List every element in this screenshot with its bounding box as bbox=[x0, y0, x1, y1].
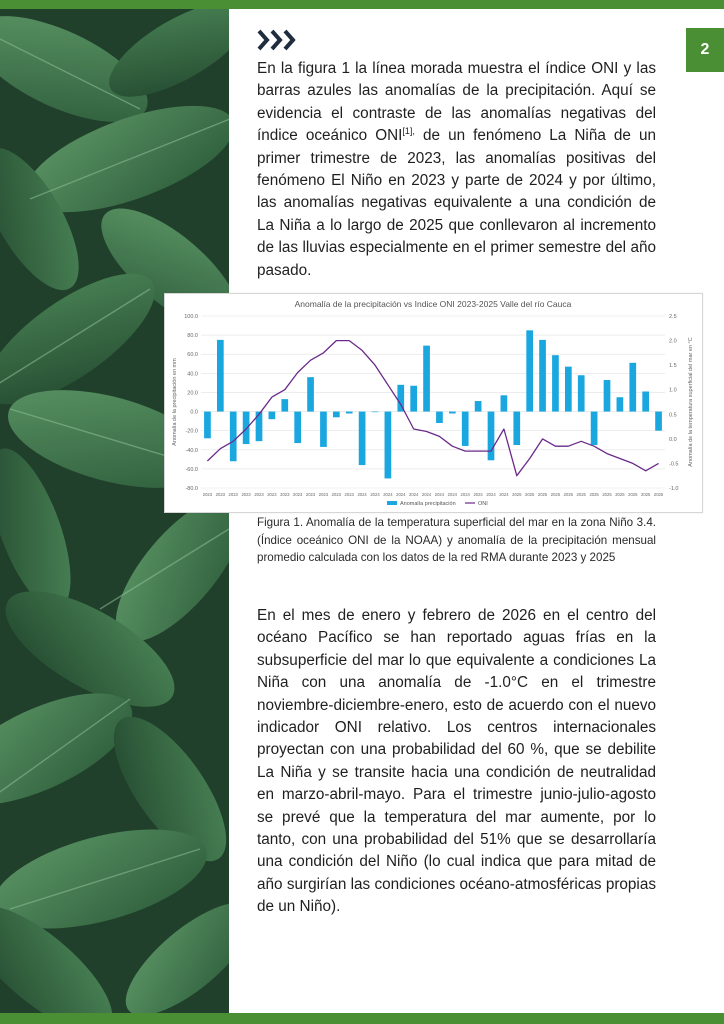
precipitation-bar bbox=[320, 412, 327, 447]
x-tick-label: 2024 bbox=[396, 492, 406, 497]
precipitation-bar bbox=[346, 412, 353, 414]
chart-legend bbox=[387, 501, 488, 507]
precipitation-bar bbox=[578, 375, 585, 411]
chart-title: Anomalía de la precipitación vs Indice ONI 2023-2025 Valle del río Cauca bbox=[294, 299, 572, 309]
x-tick-label: 2025 bbox=[602, 492, 612, 497]
legend-label-oni: ONI bbox=[478, 501, 488, 507]
x-tick-label: 2024 bbox=[434, 492, 445, 497]
x-tick-label: 2024 bbox=[357, 492, 367, 497]
precipitation-bar bbox=[230, 412, 237, 462]
precipitation-bar bbox=[629, 363, 636, 412]
page-number-badge: 2 bbox=[686, 28, 724, 72]
precipitation-bar bbox=[501, 395, 508, 411]
x-tick-label: 2025 bbox=[525, 492, 535, 497]
y-tick-label: -80.0 bbox=[185, 486, 198, 492]
precipitation-bar bbox=[385, 412, 392, 479]
x-tick-label: 2023 bbox=[215, 492, 225, 497]
x-tick-label: 2023 bbox=[318, 492, 329, 497]
precipitation-bar bbox=[475, 401, 482, 412]
y2-tick-label: 2.5 bbox=[669, 314, 677, 320]
x-tick-label: 2024 bbox=[499, 492, 509, 497]
precipitation-bar bbox=[217, 340, 224, 412]
y2-tick-label: 0.0 bbox=[669, 436, 677, 443]
x-tick-label: 2023 bbox=[280, 492, 290, 497]
intro-paragraph-text: En la figura 1 la línea morada muestra el índice ONI y las barras azules las anomalías de la precipitación. Aquí se evidencia el contraste de las anomalías negativas del índice oceánico ONI bbox=[257, 60, 656, 145]
x-tick-label: 2025 bbox=[550, 492, 561, 497]
forecast-paragraph: En el mes de enero y febrero de 2026 en el centro del océano Pacífico se han reportado aguas frías en la subsuperficie del mar lo que equivalente a condiciones La Niña con una anomalía de -1.0°C en el trimestre noviembre-diciembre-enero, esto de acuerdo con el nuevo indicador ONI relativo. Los centros internacionales proyectan con una probabilidad del 60 %, que se debilite La Niña y se transite hacia una condición de neutralidad en marzo-abril-mayo. Para el trimestre junio-julio-agosto se prevé que la temperatura del mar aumente, por lo tanto, con una probabilidad del 51% que se desarrollaría una condición del Niño (lo cual indica que para mitad de año surgirían las condiciones océano-atmosféricas propias de un Niño). bbox=[257, 607, 656, 916]
precipitation-bar bbox=[294, 412, 301, 444]
x-tick-label: 2025 bbox=[653, 492, 664, 497]
precipitation-bar bbox=[604, 380, 611, 412]
precipitation-bar bbox=[565, 367, 572, 412]
x-tick-label: 2023 bbox=[254, 492, 264, 497]
x-tick-label: 2023 bbox=[331, 492, 341, 497]
x-tick-label: 2025 bbox=[537, 492, 548, 497]
y2-tick-label: 1.0 bbox=[669, 387, 677, 394]
y2-tick-label: 1.5 bbox=[669, 363, 677, 370]
x-tick-label: 2025 bbox=[628, 492, 638, 497]
precipitation-bar bbox=[539, 340, 546, 412]
x-tick-label: 2023 bbox=[241, 492, 251, 497]
precipitation-bar bbox=[552, 355, 559, 411]
precipitation-bar bbox=[617, 397, 624, 411]
chart-y2-axis-label: Anomalía de la temperatura superficial del mar en °C bbox=[688, 337, 694, 467]
precipitation-bar bbox=[513, 412, 520, 445]
x-tick-label: 2023 bbox=[344, 492, 354, 497]
x-tick-label: 2025 bbox=[641, 492, 651, 497]
precipitation-bar bbox=[372, 412, 379, 413]
x-tick-label: 2024 bbox=[409, 492, 419, 497]
x-tick-label: 2024 bbox=[447, 492, 457, 497]
y-tick-label: 0.0 bbox=[190, 409, 198, 416]
intro-paragraph bbox=[257, 58, 656, 282]
x-tick-label: 2024 bbox=[370, 492, 380, 497]
precipitation-bar bbox=[436, 412, 443, 423]
footnote-ref: [1], bbox=[402, 126, 415, 137]
precipitation-bar bbox=[642, 391, 649, 411]
precipitation-bar bbox=[243, 412, 250, 444]
intro-paragraph-text-cont: de un fenómeno La Niña de un primer trimestre de 2023, las anomalías positivas del fenómeno El Niño en 2023 y parte de 2024 y por último, las anomalías negativas equivalente a una condición de La Niña a lo largo de 2025 que conllevaron al incremento de las lluvias especialmente en el primer semestre del año pasado. bbox=[257, 127, 657, 279]
y-tick-label: 100.0 bbox=[184, 314, 198, 320]
precipitation-bar bbox=[333, 412, 340, 418]
y-tick-label: 60.0 bbox=[187, 352, 198, 359]
precipitation-bar bbox=[359, 412, 366, 466]
bottom-accent-bar bbox=[0, 1013, 724, 1024]
y-tick-label: -40.0 bbox=[185, 447, 198, 454]
x-tick-label: 2023 bbox=[228, 492, 238, 497]
x-tick-label: 2025 bbox=[563, 492, 573, 497]
precipitation-bar bbox=[526, 330, 533, 411]
x-tick-label: 2023 bbox=[305, 492, 316, 497]
legend-label-precipitation: Anomalía precipitación bbox=[400, 501, 456, 507]
x-tick-label: 2025 bbox=[512, 492, 522, 497]
y-tick-label: 20.0 bbox=[187, 390, 198, 397]
triple-chevron-icon bbox=[257, 28, 301, 52]
oni-line bbox=[207, 341, 658, 476]
figure-caption: Figura 1. Anomalía de la temperatura superficial del mar en la zona Niño 3.4.(Índice oceánico ONI de la NOAA) y anomalía de la precipitación mensual promedio calculada con los datos de la red RMA durante 2023 y 2025 bbox=[257, 516, 656, 564]
x-tick-label: 2023 bbox=[202, 492, 213, 497]
precipitation-bar bbox=[449, 412, 456, 414]
precipitation-bar bbox=[410, 386, 417, 412]
y2-tick-label: -1.0 bbox=[669, 486, 679, 492]
chart-y-axis-label: Anomalía de la precipitación en mm bbox=[172, 358, 178, 446]
chart-svg bbox=[165, 294, 702, 512]
y2-tick-label: -0.5 bbox=[669, 461, 679, 468]
precipitation-bar bbox=[591, 412, 598, 445]
y-tick-label: -20.0 bbox=[185, 428, 198, 435]
x-tick-label: 2024 bbox=[421, 492, 432, 497]
x-tick-label: 2025 bbox=[576, 492, 586, 497]
x-tick-label: 2024 bbox=[473, 492, 483, 497]
y2-tick-label: 0.5 bbox=[669, 412, 677, 419]
legend-swatch-precipitation bbox=[387, 501, 397, 505]
x-tick-label: 2023 bbox=[293, 492, 303, 497]
precipitation-bar bbox=[204, 412, 211, 439]
x-tick-label: 2024 bbox=[486, 492, 496, 497]
y-tick-label: 80.0 bbox=[187, 333, 198, 340]
y-tick-label: -60.0 bbox=[185, 466, 198, 473]
precipitation-bar bbox=[269, 412, 276, 420]
precipitation-bar bbox=[423, 346, 430, 412]
y2-tick-label: 2.0 bbox=[669, 338, 677, 345]
precipitation-bar bbox=[655, 412, 662, 431]
x-tick-label: 2025 bbox=[589, 492, 599, 497]
x-tick-label: 2024 bbox=[383, 492, 393, 497]
precipitation-bar bbox=[462, 412, 469, 446]
x-tick-label: 2024 bbox=[460, 492, 470, 497]
y-tick-label: 40.0 bbox=[187, 371, 198, 378]
precipitation-bar bbox=[307, 377, 314, 411]
precipitation-bar bbox=[488, 412, 495, 461]
figure-1-chart bbox=[164, 293, 703, 513]
precipitation-bar bbox=[281, 399, 288, 411]
x-tick-label: 2025 bbox=[615, 492, 625, 497]
top-accent-bar bbox=[0, 0, 724, 9]
x-tick-label: 2023 bbox=[267, 492, 277, 497]
